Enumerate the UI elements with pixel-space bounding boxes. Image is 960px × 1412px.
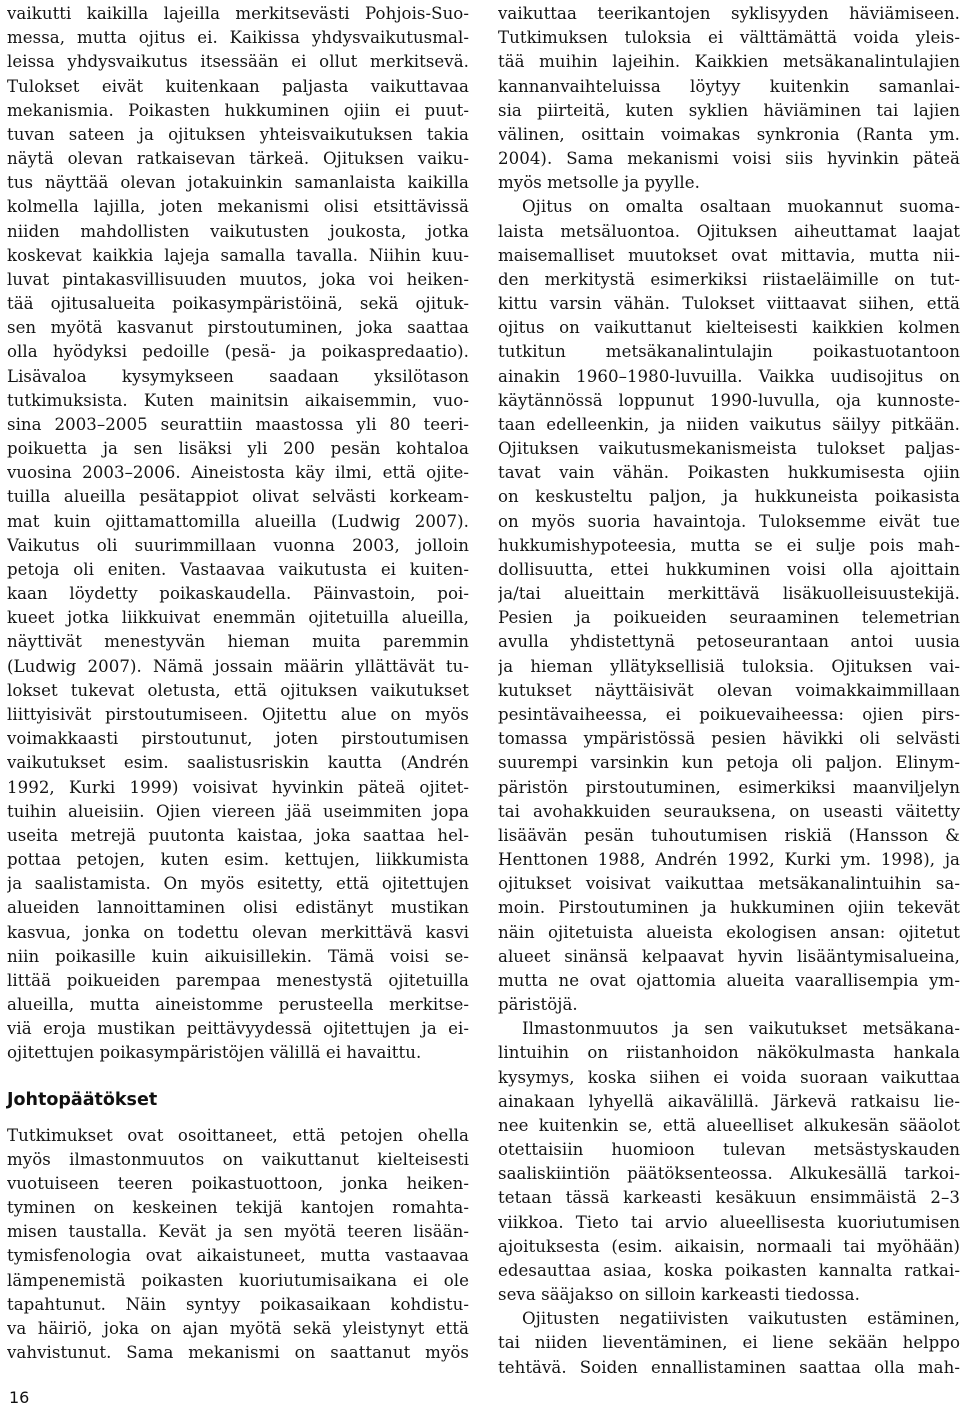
body-paragraph (498, 2, 960, 195)
text-line: 1992, Kurki 1999) voisivat hyvinkin päteä ojitet- (7, 777, 469, 797)
text-line: (Ludwig 2007). Nämä jossain määrin yllättävät tu- (7, 656, 469, 676)
text-line: avulla yhdistettynä petoseurantaan antoi uusia (498, 632, 960, 652)
body-paragraph (498, 195, 960, 1017)
text-line: lokset tukevat oletusta, että ojituksen vaikutukset (7, 680, 469, 700)
text-line: voimakkaasti pirstoutunut, joten pirstoutumisen (7, 729, 469, 749)
text-line: hukkumishypoteesia, mutta se ei sulje pois mah- (498, 535, 960, 555)
left-column (7, 2, 469, 1365)
text-line: näytä olevan ratkaisevan tärkeä. Ojituksen vaiku- (7, 149, 469, 169)
text-line: kasvua, jonka on todettu olevan merkittävä kasvi (7, 922, 469, 942)
text-line: Tutkimukset ovat osoittaneet, että petojen ohella (7, 1125, 469, 1145)
text-line: käytännössä loppunut 1990-luvulla, oja kunnoste- (498, 390, 960, 410)
text-line: ojitettujen poikasympäristöjen välillä ei havaittu. (7, 1043, 422, 1063)
text-line: vaikuttaa teerikantojen syklisyyden häviämiseen. (498, 4, 960, 23)
text-line: Henttonen 1988, Andrén 1992, Kurki ym. 1998), ja (498, 850, 960, 870)
text-line: Vaikutus oli suurimmillaan vuonna 2003, jolloin (7, 535, 469, 555)
text-line: Tutkimuksen tuloksia ei välttämättä voida yleis- (498, 28, 960, 48)
text-line: alueiden lannoittaminen olisi edistänyt mustikan (7, 898, 469, 918)
text-line: nee kuitenkin se, että alueelliset alkukesän sääolot (498, 1115, 960, 1135)
text-line: Lisävaloa kysymykseen saadaan yksilötason (7, 366, 469, 386)
text-line: tyminen on keskeinen tekijä kantojen romahta- (7, 1198, 469, 1218)
text-line: useita metrejä puutonta kaistaa, joka saattaa hel- (7, 825, 469, 845)
text-line: tää ojitusalueita poikasympäristöinä, sekä ojituk- (7, 294, 469, 314)
text-line: Ilmastonmuutos ja sen vaikutukset metsäkana- (522, 1019, 960, 1039)
text-line: alueilla, mutta aineistomme perusteella merkitse- (7, 995, 469, 1015)
text-line: sina 2003–2005 seurattiin maastossa yli 80 teeri- (7, 414, 469, 434)
text-line: sen myötä kasvanut pirstoutuminen, joka saattaa (7, 318, 469, 338)
text-line: vuosina 2003–2006. Aineistosta käy ilmi, että ojite- (7, 463, 469, 483)
text-line: poikuetta ja sen lisäksi yli 200 pesän kohtaloa (7, 439, 469, 459)
text-line: ainakin 1960–1980-luvuilla. Vaikka uudisojitus on (498, 366, 960, 386)
text-line: messa, mutta ojitus ei. Kaikissa yhdysvaikutusmal- (7, 28, 469, 48)
text-line: ojitus on vaikuttanut kielteisesti kaikkien kolmen (498, 318, 960, 338)
text-line: tutkimuksista. Kuten mainitsin aikaisemmin, vuo- (7, 390, 469, 410)
text-line: olla hyödyksi pedoille (pesä- ja poikaspredaatio). (7, 342, 469, 362)
text-line: vaikutukset esim. saalistusriskin kautta (Andrén (7, 753, 469, 773)
text-line: littää poikueiden parempaa menestystä ojitetuilla (7, 970, 469, 990)
text-line: tutkitun metsäkanalintulajin poikastuotantoon (498, 342, 960, 362)
text-line: vahvistunut. Sama mekanismi on saattanut myös (7, 1343, 469, 1363)
text-line: va häiriö, joka on ajan myötä sekä yleistynyt että (7, 1318, 469, 1338)
text-line: ainakaan lyhyellä aikavälillä. Järkevä ratkaisu lie- (498, 1091, 960, 1111)
text-line: Pesien ja poikueiden seuraaminen telemetrian (498, 608, 960, 628)
text-line: otettaisiin huomioon tulevan metsästyskauden (498, 1140, 960, 1160)
text-line: moin. Pirstoutuminen ja hukkuminen ojiin tekevät (498, 898, 960, 918)
text-line: tetaan tässä karkeasti kesäkuun ensimmäistä 2–3 (498, 1188, 960, 1208)
text-line: pesintävaiheessa, ei poikuevaiheessa: ojien pirs- (498, 704, 960, 724)
text-line: näyttivät menestyvän hieman muita paremmin (7, 632, 469, 652)
text-line: kaan löydetty poikaskaudella. Päinvastoin, poi- (7, 584, 469, 604)
text-line: tai niiden lieventäminen, ei liene sekään helppo (498, 1333, 960, 1353)
text-line: viä eroja mustikan peittävyydessä ojitettujen ja ei- (7, 1019, 469, 1039)
text-line: Ojitusten negatiivisten vaikutusten estäminen, (522, 1309, 960, 1329)
body-paragraph (7, 2, 469, 1066)
text-line: maisemalliset muutokset ovat mittavia, mutta nii- (498, 245, 960, 265)
text-line: kueet jotka liikkuivat enemmän ojitetuilla alueilla, (7, 608, 469, 628)
text-line: välinen, osittain voimakas synkronia (Ranta ym. (498, 124, 960, 144)
text-line: edesauttaa asiaa, koska poikasten kannalta ratkai- (498, 1260, 960, 1280)
text-line: myös metsolle ja pyylle. (498, 173, 700, 193)
text-line: vaikutti kaikilla lajeilla merkitsevästi Pohjois-Suo- (7, 4, 469, 23)
text-line: tymisfenologia ovat aikaistuneet, mutta vastaavaa (7, 1246, 469, 1266)
text-line: sia piirteitä, kuten syklien häviäminen tai lajien (498, 100, 960, 120)
text-line: kutukset näyttäisivät olevan voimakkaimmillaan (498, 680, 960, 700)
text-line: vuotuiseen teeren poikastuottoon, jonka heiken- (7, 1173, 469, 1193)
text-line: liittyisivät pirstoutumiseen. Ojitettu alue on myös (7, 704, 469, 724)
text-line: misen taustalla. Kevät ja sen myötä teeren lisään- (7, 1222, 469, 1242)
text-line: dollisuutta, ettei hukkuminen voisi olla ajoittain (498, 559, 960, 579)
text-line: viikkoa. Tieto tai arvio alueellisesta kuoriutumisen (498, 1212, 960, 1232)
text-line: alueet sinänsä kelpaavat hyvin lisääntymisalueina, (498, 946, 960, 966)
text-line: ja/tai alueittain merkittävä lisäkuolleisuustekijä. (498, 584, 960, 604)
text-line: tapahtunut. Näin syntyy poikasaikaan kohdistu- (7, 1294, 469, 1314)
text-line: laista metsäluontoa. Ojituksen aiheuttamat laajat (498, 221, 960, 241)
text-line: myös ilmastonmuutos on vaikuttanut kielteisesti (7, 1149, 469, 1169)
text-line: Ojituksen vaikutusmekanismeista tulokset paljas- (498, 439, 960, 459)
text-line: niiden mahdollisten vaikutusten joukosta, jotka (7, 221, 469, 241)
text-line: tai avohakkuiden seurauksena, on useasti väitetty (498, 801, 960, 821)
text-line: tää muihin lajeihin. Kaikkien metsäkanalintulajien (498, 52, 960, 72)
text-line: tus näyttää olevan jotakuinkin samanlaista kaikilla (7, 173, 469, 193)
text-line: kysymys, koska siihen ei voida suoraan vaikuttaa (498, 1067, 960, 1087)
text-line: kittu varsin vähän. Tulokset viittaavat siihen, että (498, 294, 960, 314)
right-column (498, 2, 960, 1380)
text-line: saaliskiintiön päätöksenteossa. Alkukesällä tarkoi- (498, 1164, 960, 1184)
text-line: päristön pirstoutuminen, esimerkiksi maanviljelyn (498, 777, 960, 797)
text-line: tuvan sateen ja ojituksen yhteisvaikutuksen takia (7, 124, 469, 144)
page-number: 16 (9, 1388, 30, 1407)
text-line: tuilla alueilla pesätappiot olivat selvästi korkeam- (7, 487, 469, 507)
text-line: lämpenemistä poikasten kuoriutumisaikana ei ole (7, 1270, 469, 1290)
text-line: kannanvaihteluissa löytyy kuitenkin samanlai- (498, 76, 960, 96)
text-line: lintuihin on riistanhoidon näkökulmasta hankala (498, 1043, 960, 1063)
text-line: seva sääjakso on silloin karkeasti tiedossa. (498, 1285, 860, 1305)
text-line: tomassa ympäristössä pesien hävikki oli selvästi (498, 729, 960, 749)
text-line: luvat pintakasvillisuuden muutos, joka voi heiken- (7, 269, 469, 289)
text-line: mutta ne ovat ojattomia alueita vaarallisempia ym- (498, 970, 960, 990)
text-line: den merkitystä esimerkiksi riistaeläimille on tut- (498, 269, 960, 289)
section-heading-conclusions: Johtopäätökset (7, 1089, 158, 1110)
text-line: ojitukset voisivat vaikuttaa metsäkanalintuihin sa- (498, 874, 960, 894)
text-line: petoja oli eniten. Vastaavaa vaikutusta ei kuiten- (7, 559, 469, 579)
text-line: tavat vain vähän. Poikasten hukkumisesta ojiin (498, 463, 960, 483)
text-line: taan edelleenkin, ja niiden vaikutus säilyy pitkään. (498, 414, 960, 434)
text-line: pottaa petojen, kuten esim. kettujen, liikkumista (7, 850, 469, 870)
text-line: Tulokset eivät kuitenkaan paljasta vaikuttavaa (7, 76, 469, 96)
text-line: tehtävä. Soiden ennallistaminen saattaa olla mah- (498, 1357, 960, 1377)
text-line: mekanismia. Poikasten hukkuminen ojiin ei puut- (7, 100, 469, 120)
text-line: mat kuin ojittamattomilla alueilla (Ludwig 2007). (7, 511, 469, 531)
text-line: niin poikasille kuin aikuisillekin. Tämä voisi se- (7, 946, 469, 966)
text-line: Ojitus on omalta osaltaan muokannut suoma- (522, 197, 960, 217)
text-line: kolmella lajilla, joten mekanismi olisi etsittävissä (7, 197, 469, 217)
text-line: ajoituksesta (esim. aikaisin, normaali tai myöhään) (498, 1236, 960, 1256)
text-line: päristöjä. (498, 995, 578, 1015)
text-line: lisäävän pesän tuhoutumisen riskiä (Hansson & (498, 825, 960, 845)
text-line: näin ojitetuista alueista ekologisen ansan: ojitetut (498, 922, 960, 942)
body-paragraph (7, 1124, 469, 1366)
text-line: 2004). Sama mekanismi voisi siis hyvinkin päteä (498, 149, 960, 169)
text-line: suurempi varsinkin kun petoja oli paljon. Elinym- (498, 753, 960, 773)
text-line: on myös suoria havaintoja. Tuloksemme eivät tue (498, 511, 960, 531)
text-line: leissa yhdysvaikutus itsessään ei ollut merkitsevä. (7, 52, 469, 72)
body-paragraph (498, 1017, 960, 1307)
body-paragraph (498, 1307, 960, 1380)
text-line: on keskusteltu paljon, ja hukkuneista poikasista (498, 487, 960, 507)
text-line: ja hieman yllätyksellisiä tuloksia. Ojituksen vai- (498, 656, 960, 676)
text-line: tuihin alueisiin. Ojien viereen jää useimmiten jopa (7, 801, 469, 821)
text-line: koskevat kaikkia lajeja samalla tavalla. Niihin kuu- (7, 245, 469, 265)
text-line: ja saalistamista. On myös esitetty, että ojitettujen (7, 874, 469, 894)
